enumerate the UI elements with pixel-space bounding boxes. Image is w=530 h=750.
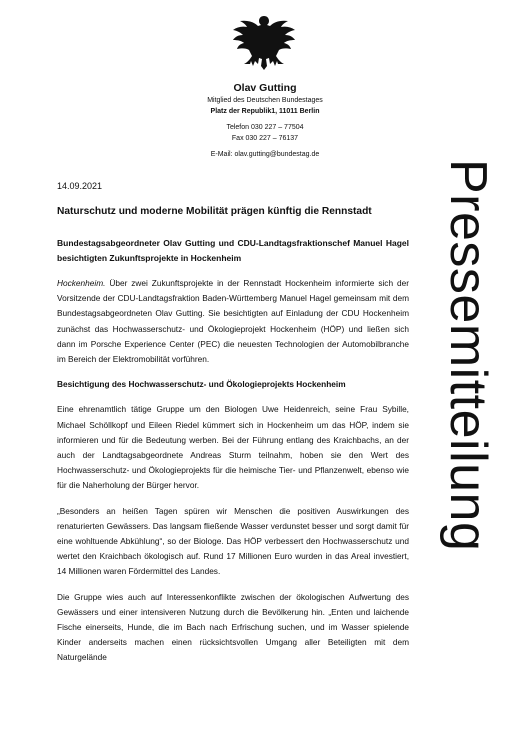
sender-fax: Fax 030 227 – 76137 bbox=[231, 135, 299, 142]
paragraph-conflicts: Die Gruppe wies auch auf Interessenkonflikte zwischen der ökologischen Aufwertung des Gewässers und einer intensiveren Nutzung durch die Bevölkerung hin. „Enten und laichende Fische einerseits, Hunde, die im Bach nach Erfrischung suchen, und im Wasser spielende Kinder anderseits machen einen rücksichtsvollen Umgang aller Beteiligten mit dem Naturgelände bbox=[57, 591, 409, 663]
federal-eagle-logo bbox=[232, 12, 296, 74]
paragraph-quote: „Besonders an heißen Tagen spüren wir Menschen die positiven Auswirkungen des renaturierten Gewässers. Das langsam fließende Wasser verdunstet besser und sorgt damit für eine wohltuende Abkühlung“, so der Biologe. Das HÖP verbessert den Hochwasserschutz und wertet den Kraichbach ökologisch auf. Rund 17 Millionen Euro wurden in das Areal investiert, 14 Millionen waren Fördermittel des Landes. bbox=[57, 505, 409, 577]
document-body bbox=[57, 276, 409, 676]
section-heading: Besichtigung des Hochwasserschutz- und Ökologieprojekts Hockenheim bbox=[57, 379, 346, 390]
sender-email: E-Mail: olav.gutting@bundestag.de bbox=[210, 151, 320, 158]
dateline-place: Hockenheim. bbox=[57, 278, 106, 288]
vertical-label-container bbox=[418, 95, 518, 615]
sender-title: Mitglied des Deutschen Bundestages bbox=[207, 97, 323, 104]
vertical-label: Pressemitteilung bbox=[439, 158, 497, 552]
document-date: 14.09.2021 bbox=[57, 181, 103, 191]
document-subtitle: Bundestagsabgeordneter Olav Gutting und CDU-Landtagsfraktionschef Manuel Hagel besichtigten Zukunftsprojekte in Hockenheim bbox=[57, 238, 409, 263]
sender-phone: Telefon 030 227 – 77504 bbox=[226, 124, 304, 131]
paragraph-group: Eine ehrenamtlich tätige Gruppe um den Biologen Uwe Heidenreich, seine Frau Sybille, Michael Schöllkopf und Eileen Riedel kümmert sich in Hockenheim um das HÖP, indem sie informieren und für die Bedeutung werben. Bei der Führung entlang des Kraichbachs, an der auch der Landtagsabgeordnete Andreas Sturm teilnahm, hoben sie den Wert des Hochwasserschutz- und Ökologieprojekts für die heimische Tier- und Pflanzenwelt, ebenso wie für die Naherholung der Bürger hervor. bbox=[57, 404, 409, 491]
sender-address: Platz der Republik1, 11011 Berlin bbox=[210, 108, 320, 115]
paragraph-intro-text: Über zwei Zukunftsprojekte in der Rennstadt Hockenheim informierte sich der Vorsitzende der CDU-Landtagsfraktion Baden-Württemberg Manuel Hagel gemeinsam mit dem Bundestagsabgeordneten Olav Gutting. Sie besichtigten auf Einladung der CDU Hockenheim zunächst das Hochwasserschutz- und Ökologieprojekt Hockenheim (HÖP) und ließen sich dann im Porsche Experience Center (PEC) die neuesten Technologien der Automobilbranche im Bereich der Elektromobilität vorführen. bbox=[57, 278, 409, 365]
document-title: Naturschutz und moderne Mobilität prägen künftig die Rennstadt bbox=[57, 206, 372, 217]
paragraph-intro bbox=[57, 276, 409, 367]
sender-name: Olav Gutting bbox=[233, 82, 297, 94]
